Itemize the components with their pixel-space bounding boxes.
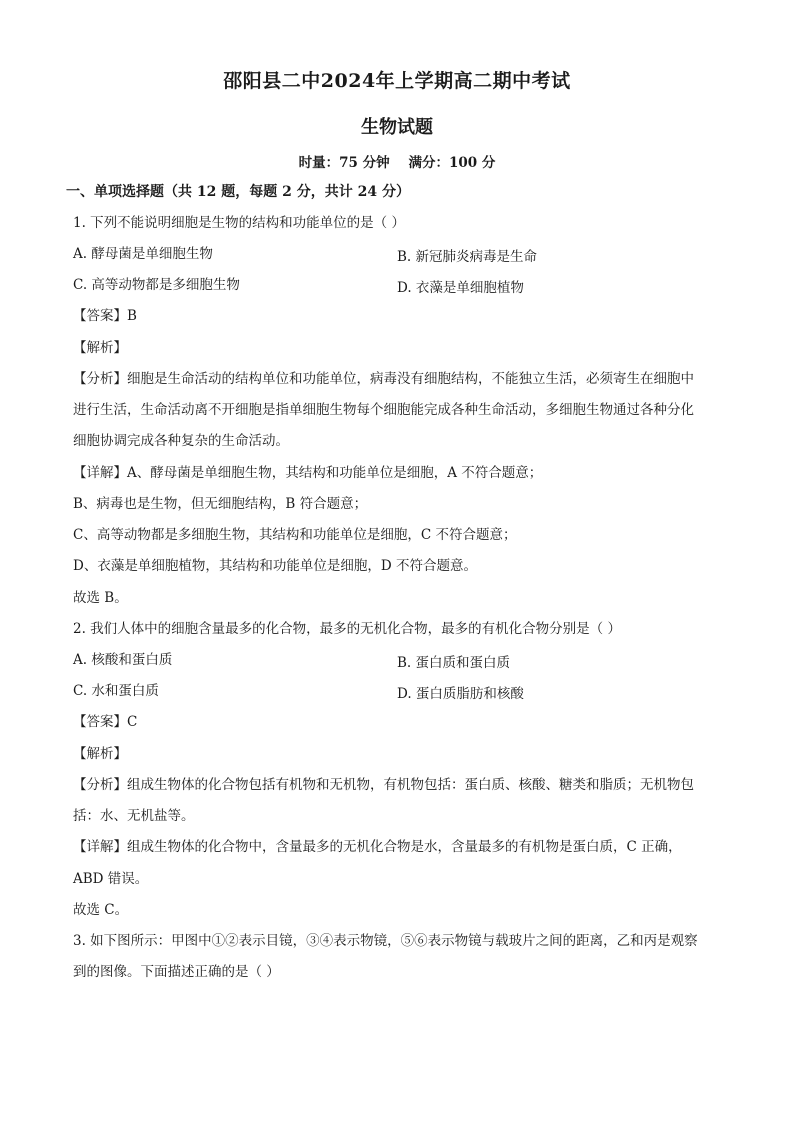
q1-option-b: B. 新冠肺炎病毒是生命 [397,249,538,265]
q2-fenxi-line: 【分析】组成生物体的化合物包括有机物和无机物，有机物包括：蛋白质、核酸、糖类和脂质；无机物包 [73,777,694,793]
q1-option-c: C. 高等动物都是多细胞生物 [73,277,240,293]
q2-stem: 2. 我们人体中的细胞含量最多的化合物，最多的无机化合物，最多的有机化合物分别是（ ） [73,621,621,637]
q1-analysis-label: 【解析】 [73,340,127,356]
q2-answer: 【答案】C [73,714,138,730]
exam-subject: 生物试题 [361,117,433,138]
q1-xiangjie-line: D、衣藻是单细胞植物，其结构和功能单位是细胞，D 不符合题意。 [73,558,477,574]
q1-option-d: D. 衣藻是单细胞植物 [397,280,524,296]
q1-xiangjie-line: 【详解】A、酵母菌是单细胞生物，其结构和功能单位是细胞，A 不符合题意； [73,465,543,481]
q3-stem-line: 到的图像。下面描述正确的是（ ） [73,964,280,980]
q1-answer: 【答案】B [73,308,137,324]
q1-xiangjie-line: C、高等动物都是多细胞生物，其结构和功能单位是细胞，C 不符合题意； [73,527,517,543]
q2-option-c: C. 水和蛋白质 [73,683,159,699]
q2-analysis-label: 【解析】 [73,746,127,762]
q1-xiangjie-line: B、病毒也是生物，但无细胞结构，B 符合题意； [73,496,368,512]
q2-conclusion: 故选 C。 [73,902,129,918]
exam-title: 邵阳县二中2024年上学期高二期中考试 [223,70,571,92]
q2-xiangjie-line: ABD 错误。 [73,871,149,887]
q3-stem-line: 3. 如下图所示：甲图中①②表示目镜，③④表示物镜，⑤⑥表示物镜与载玻片之间的距离，乙和丙是观察 [73,933,698,949]
q1-fenxi-line: 【分析】细胞是生命活动的结构单位和功能单位，病毒没有细胞结构，不能独立生活，必须寄生在细胞中 [73,371,694,387]
q2-fenxi-line: 括：水、无机盐等。 [73,808,195,824]
q1-stem: 1. 下列不能说明细胞是生物的结构和功能单位的是（ ） [73,215,405,231]
exam-meta: 时量：75 分钟 满分：100 分 [298,155,496,171]
q2-option-b: B. 蛋白质和蛋白质 [397,655,511,671]
q2-option-d: D. 蛋白质脂肪和核酸 [397,686,524,702]
q1-fenxi-line: 细胞协调完成各种复杂的生命活动。 [73,433,289,449]
q2-xiangjie-line: 【详解】组成生物体的化合物中，含量最多的无机化合物是水，含量最多的有机物是蛋白质，C 正确， [73,839,682,855]
q1-option-a: A. 酵母菌是单细胞生物 [73,246,213,262]
q1-conclusion: 故选 B。 [73,590,128,606]
q1-fenxi-line: 进行生活，生命活动离不开细胞是指单细胞生物每个细胞能完成各种生命活动，多细胞生物通过各种分化 [73,402,694,418]
q2-option-a: A. 核酸和蛋白质 [73,652,173,668]
section-heading: 一、单项选择题（共 12 题，每题 2 分，共计 24 分） [66,184,410,200]
